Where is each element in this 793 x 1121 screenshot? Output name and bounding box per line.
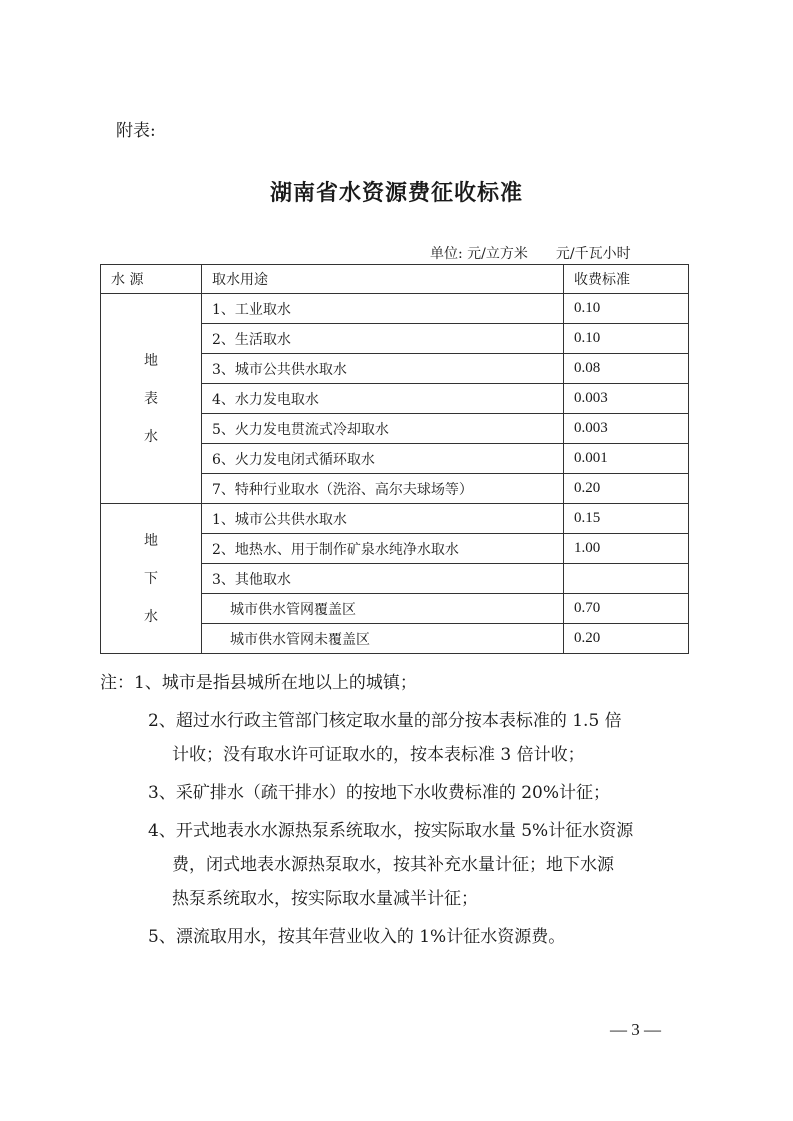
rate-cell: 0.003	[564, 414, 689, 444]
rate-cell: 0.08	[564, 354, 689, 384]
unit-power: 元/千瓦小时	[555, 246, 631, 262]
rate-cell: 0.20	[564, 624, 689, 654]
header-water-use: 取水用途	[202, 265, 564, 294]
ground-water-source-cell	[101, 504, 202, 654]
note-line: 注：1、城市是指县城所在地以上的城镇；	[100, 673, 417, 693]
note-line: 热泵系统取水，按实际取水量减半计征；	[172, 889, 478, 909]
surface-water-source-cell	[101, 294, 202, 504]
use-cell: 城市供水管网覆盖区	[202, 594, 564, 624]
use-cell: 6、火力发电闭式循环取水	[202, 444, 564, 474]
use-cell: 3、其他取水	[202, 564, 564, 594]
note-line: 3、采矿排水（疏干排水）的按地下水收费标准的 20%计征；	[148, 783, 611, 803]
source-char: 地	[144, 352, 158, 369]
use-cell: 2、地热水、用于制作矿泉水纯净水取水	[202, 534, 564, 564]
use-cell: 城市供水管网未覆盖区	[202, 624, 564, 654]
unit-volume: 单位: 元/立方米	[430, 246, 528, 262]
note-line: 5、漂流取用水，按其年营业收入的 1%计征水资源费。	[148, 927, 566, 947]
table-row	[101, 294, 689, 324]
source-char: 下	[144, 570, 158, 587]
rate-cell: 1.00	[564, 534, 689, 564]
note-line: 费，闭式地表水源热泵取水，按其补充水量计征；地下水源	[172, 855, 614, 875]
rate-cell: 0.10	[564, 294, 689, 324]
table-row	[101, 504, 689, 534]
header-water-source: 水 源	[101, 265, 202, 294]
use-cell: 4、水力发电取水	[202, 384, 564, 414]
header-fee-standard: 收费标准	[564, 265, 689, 294]
use-cell: 3、城市公共供水取水	[202, 354, 564, 384]
fee-standard-table	[100, 264, 689, 654]
use-cell: 7、特种行业取水（洗浴、高尔夫球场等）	[202, 474, 564, 504]
rate-cell: 0.70	[564, 594, 689, 624]
source-char: 水	[144, 428, 158, 445]
use-cell: 1、工业取水	[202, 294, 564, 324]
page-number: — 3 —	[610, 1020, 661, 1039]
table-header-row	[101, 265, 689, 294]
source-char: 水	[144, 608, 158, 625]
note-line: 计收；没有取水许可证取水的，按本表标准 3 倍计收；	[172, 745, 585, 765]
source-char: 表	[144, 390, 158, 407]
document-title: 湖南省水资源费征收标准	[269, 181, 523, 206]
attachment-label: 附表:	[116, 121, 156, 141]
rate-cell: 0.10	[564, 324, 689, 354]
use-cell: 2、生活取水	[202, 324, 564, 354]
rate-cell	[564, 564, 689, 594]
rate-cell: 0.001	[564, 444, 689, 474]
use-cell: 5、火力发电贯流式冷却取水	[202, 414, 564, 444]
note-line: 4、开式地表水水源热泵系统取水，按实际取水量 5%计征水资源	[148, 821, 634, 841]
use-cell: 1、城市公共供水取水	[202, 504, 564, 534]
rate-cell: 0.15	[564, 504, 689, 534]
source-char: 地	[144, 532, 158, 549]
rate-cell: 0.20	[564, 474, 689, 504]
unit-line	[430, 243, 631, 263]
rate-cell: 0.003	[564, 384, 689, 414]
note-line: 2、超过水行政主管部门核定取水量的部分按本表标准的 1.5 倍	[148, 711, 622, 731]
